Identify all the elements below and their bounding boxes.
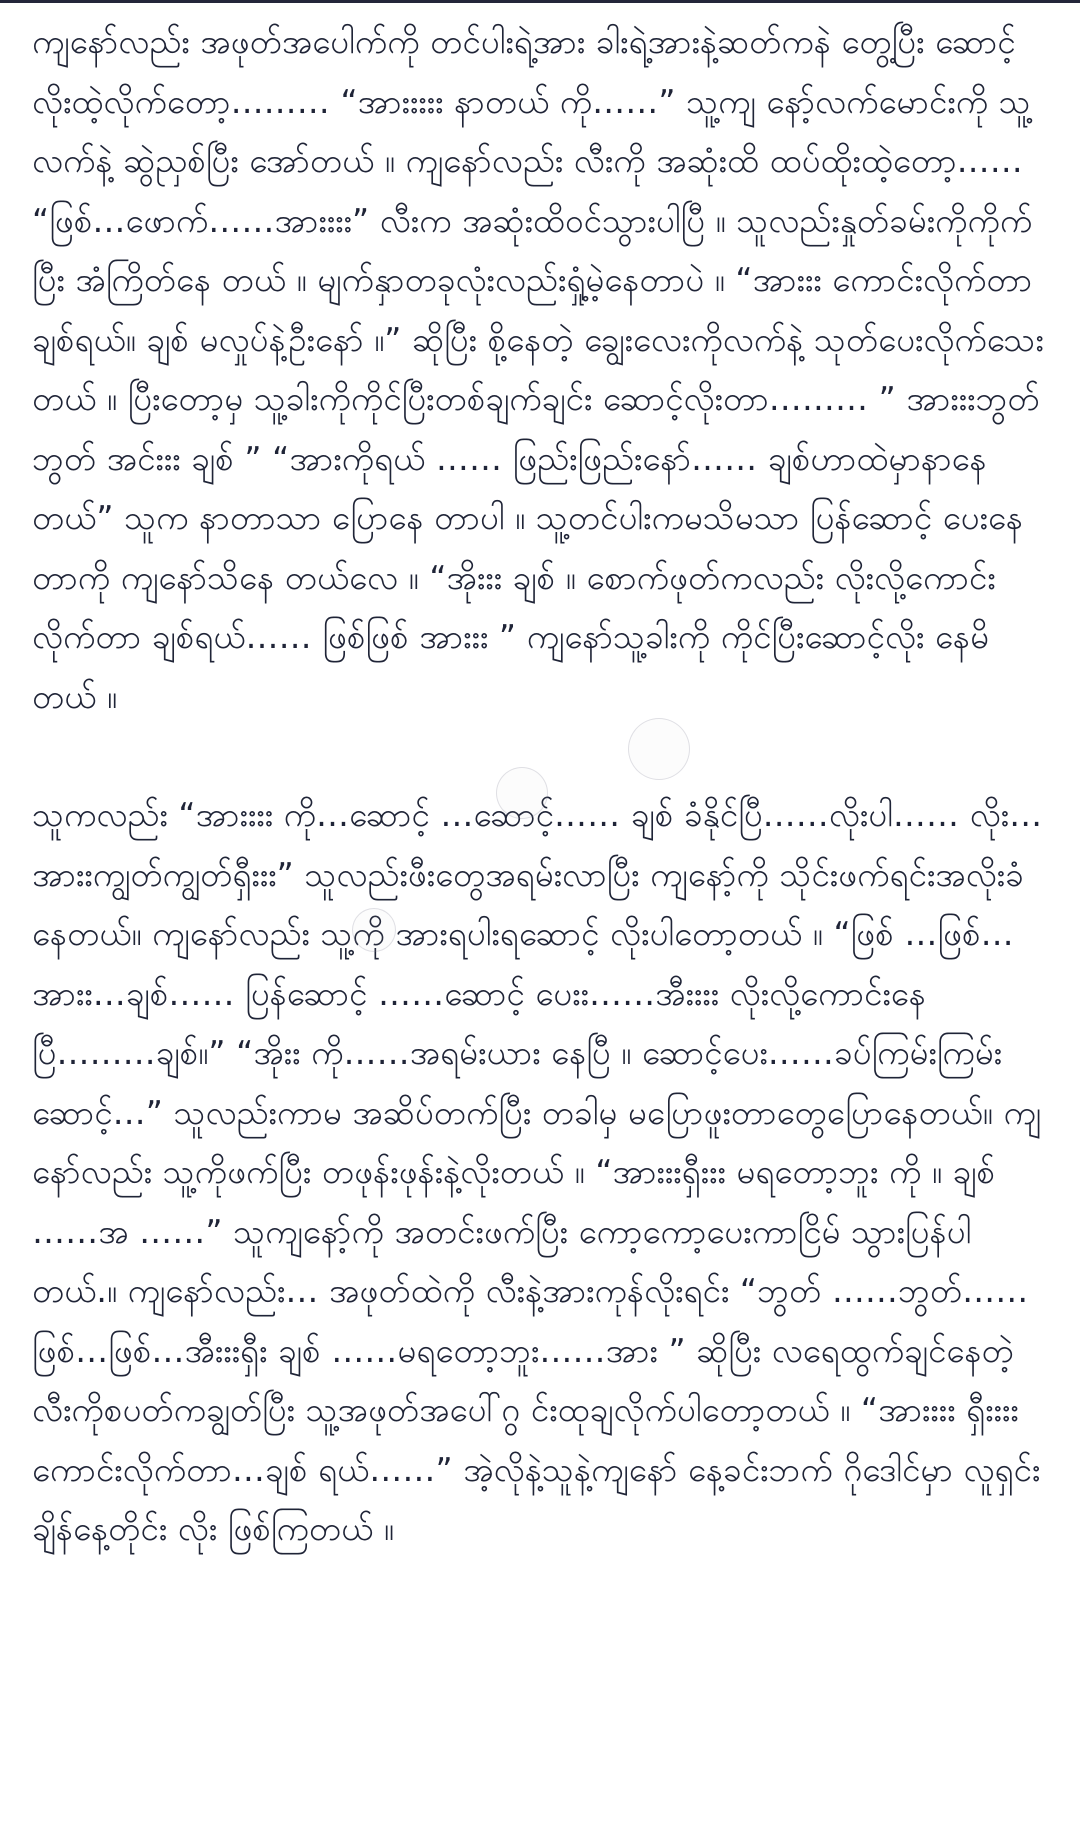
- paragraph-2: သူကလည်း “အားးးး ကို…ဆောင့် …ဆောင့်…… ချစ် ခံနိုင်ပြီ……လိုးပါ…… လိုး…အားးကျွတ်ကျွတ်ရှီးးး” သူလည်းဖီးတွေအရမ်းလာပြီး ကျနော့်ကို သိုင်းဖက်ရင်းအလိုးခံနေတယ်။ ကျနော်လည်း သူ့ကို အားရပါးရဆောင့် လိုးပါတော့တယ် ။ “ဖြစ် …ဖြစ်…အားး…ချစ်…… ပြန်ဆောင့် ……ဆောင့် ပေးး……အီးးးး လိုးလို့ကောင်းနေပြီ………ချစ်။” “အိုးး ကို……အရမ်းယား နေပြီ ။ ဆောင့်ပေး……ခပ်ကြမ်းကြမ်းဆောင့်…” သူလည်းကာမ အဆိပ်တက်ပြီး တခါမှ မပြောဖူးတာတွေပြောနေတယ်။ ကျနော်လည်း သူ့ကိုဖက်ပြီး တဖုန်းဖုန်းနဲ့လိုးတယ် ။ “အားးးရှီးးး မရတော့ဘူး ကို ။ ချစ် ……အ ……” သူကျနော့်ကို အတင်းဖက်ပြီး ကော့ကော့ပေးကာငြိမ် သွားပြန်ပါတယ်.။ ကျနော်လည်း… အဖုတ်ထဲကို လီးနဲ့အားကုန်လိုးရင်း “ဘွတ် ……ဘွတ်……ဖြစ်…ဖြစ်…အီးးးရှီး ချစ် ……မရတော့ဘူး……အား ” ဆိုပြီး လရေထွက်ချင်နေတဲ့ လီးကိုစပတ်ကချွတ်ပြီး သူ့အဖုတ်အပေါ်ဂွ င်းထုချလိုက်ပါတော့တယ် ။ “အားးးး ရှီးးးး ကောင်းလိုက်တာ…ချစ် ရယ်……” အဲ့လိုနဲ့သူနဲ့ကျနော် နေ့ခင်းဘက် ဂိုဒေါင်မှာ လူရှင်းချိန်နေ့တိုင်း လိုး ဖြစ်ကြတယ် ။: [32, 795, 1043, 1548]
- top-divider: [0, 0, 1080, 3]
- reading-content[interactable]: [32, 12, 1048, 1559]
- paragraph-1: ကျနော်လည်း အဖုတ်အပေါက်ကို တင်ပါးရဲ့အား ခါးရဲ့အားနဲ့ဆတ်ကနဲ တွေ့ပြီး ဆောင့်လိုးထဲ့လိုက်တော့……… “အားးးးး နာတယ် ကို……” သူ့ကျ နော့်လက်မောင်းကို သူ့လက်နဲ့ ဆွဲညှစ်ပြီး အော်တယ် ။ ကျနော်လည်း လီးကို အဆုံးထိ ထပ်ထိုးထဲ့တော့…… “ဖြစ်…ဖောက်……အားးးး” လီးက အဆုံးထိဝင်သွားပါပြီ ။ သူလည်းနှုတ်ခမ်းကိုကိုက်ပြီး အံကြိတ်နေ တယ် ။ မျက်နှာတခုလုံးလည်းရှုံ့မဲ့နေတာပဲ ။ “အားးး ကောင်းလိုက်တာ ချစ်ရယ်။ ချစ် မလှုပ်နဲ့ဦးနော် ။” ဆိုပြီး စို့နေတဲ့ ချွေးလေးကိုလက်နဲ့ သုတ်ပေးလိုက်သေးတယ် ။ ပြီးတော့မှ သူ့ခါးကိုကိုင်ပြီးတစ်ချက်ချင်း ဆောင့်လိုးတာ……… ” အားးးဘွတ်ဘွတ် အင်းးး ချစ် ” “အားကိုရယ် …… ဖြည်းဖြည်းနော်…… ချစ်ဟာထဲမှာနာနေတယ်” သူက နာတာသာ ပြောနေ တာပါ ။ သူ့တင်ပါးကမသိမသာ ပြန်ဆောင့် ပေးနေတာကို ကျနော်သိနေ တယ်လေ ။ “အိုးးး ချစ် ။ စောက်ဖုတ်ကလည်း လိုးလို့ကောင်းလိုက်တာ ချစ်ရယ်…… ဖြစ်ဖြစ် အားးး ” ကျနော်သူ့ခါးကို ကိုင်ပြီးဆောင့်လိုး နေမိ တယ် ။: [32, 22, 1044, 716]
